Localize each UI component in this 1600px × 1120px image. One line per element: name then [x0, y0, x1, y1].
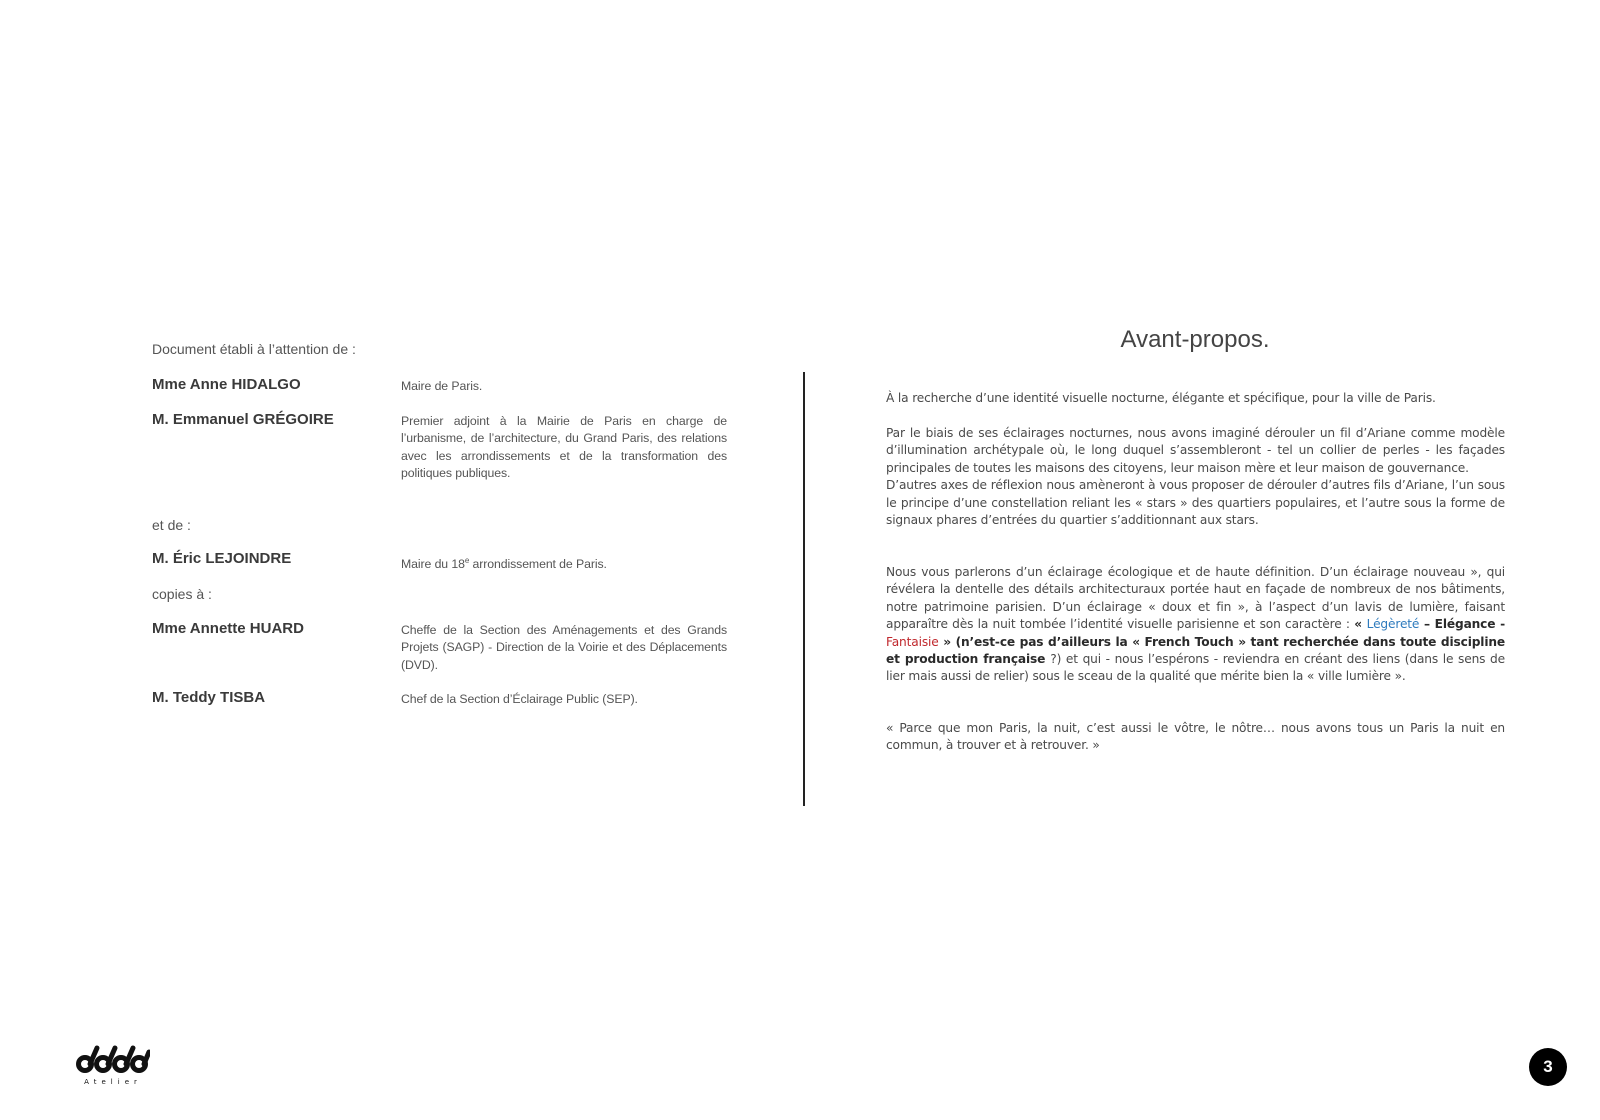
copy-name: M. Teddy TISBA	[152, 689, 266, 706]
page-number: 3	[1543, 1057, 1553, 1076]
recipient-role: Maire de Paris.	[401, 379, 483, 393]
recipient-name: M. Éric LEJOINDRE	[152, 550, 292, 567]
paragraph-ariane	[886, 425, 1505, 529]
paragraph-quote: « Parce que mon Paris, la nuit, c’est aussi le vôtre, le nôtre… nous avons tous un Paris la nuit en commun, à trouver et à retrouver. »	[886, 721, 1505, 753]
keyword-legerete: Légèreté	[1366, 617, 1420, 632]
lighting-text-end: ?) et qui - nous l’espérons - reviendra en créant des liens (dans le sens de lier mais aussi de relier) sous le sceau de la qualité que mérite bien la « ville lumière ».	[886, 652, 1505, 684]
french-touch-text: » (n’est-ce pas d’ailleurs la « French Touch » tant recherchée dans toute discipline et production française	[886, 634, 1505, 667]
role-suffix: arrondissement de Paris.	[469, 557, 607, 572]
copies-label: copies à :	[152, 586, 212, 602]
column-divider	[803, 372, 805, 806]
recipient-role	[401, 552, 727, 574]
copy-role: Chef de la Section d’Éclairage Public (SEP).	[401, 692, 638, 706]
recipient-role: Premier adjoint à la Mairie de Paris en charge de l’urbanisme, de l’architecture, du Grand Paris, des relations avec les arrondissements et de la transformation des politiques publiques.	[401, 414, 727, 481]
keyword-fantaisie: Fantaisie	[886, 634, 939, 649]
role-prefix: Maire du 18	[401, 557, 465, 572]
atelier-logo	[76, 1044, 150, 1088]
recipient-name: Mme Anne HIDALGO	[152, 376, 301, 393]
page-number-badge	[1529, 1048, 1567, 1086]
copy-role: Cheffe de la Section des Aménagements et des Grands Projets (SAGP) - Direction de la Voirie et des Déplacements (DVD).	[401, 623, 727, 672]
logo-text: Atelier	[84, 1078, 142, 1086]
lighting-text-start: Nous vous parlerons d’un éclairage écologique et de haute définition. D’un éclairage nouveau », qui révélera la dentelle des détails architecturaux portée haut en façade de nombreux de nos bâtiments, notre patrimoine parisien. D’un éclairage « doux et fin », à l’aspect d’un lavis de lumière, faisant apparaître dès la nuit tombée l’identité visuelle parisienne et son caractère :	[886, 565, 1505, 632]
page-title: Avant-propos.	[1120, 326, 1270, 353]
quote-open: «	[1354, 617, 1367, 632]
copy-name: Mme Annette HUARD	[152, 620, 304, 637]
paragraph-lighting	[886, 564, 1505, 686]
paragraph-intro: À la recherche d’une identité visuelle nocturne, élégante et spécifique, pour la ville de Paris.	[886, 391, 1436, 405]
paragraph-ariane-part2: D’autres axes de réflexion nous amèneront à vous proposer de dérouler d’autres fils d’Ariane, l’un sous le principe d’une constellation reliant les « stars » des quartiers populaires, et l’autre sous la forme de signaux phares d’entrées du quartier s’additionnant aux stars.	[886, 478, 1505, 528]
recipient-name: M. Emmanuel GRÉGOIRE	[152, 411, 334, 428]
paragraph-ariane-part1: Par le biais de ses éclairages nocturnes, nous avons imaginé dérouler un fil d’Ariane comme modèle d’illumination archétypale où, le long duquel s’assembleront - tel un collier de perles - les façades principales de toutes les maisons des citoyens, leur maison mère et leur maison de gouvernance.	[886, 426, 1505, 475]
role-superscript: e	[464, 556, 470, 565]
addressee-intro: Document établi à l’attention de :	[152, 341, 356, 357]
and-label: et de :	[152, 517, 191, 533]
keyword-separator: – Elégance -	[1419, 617, 1505, 632]
